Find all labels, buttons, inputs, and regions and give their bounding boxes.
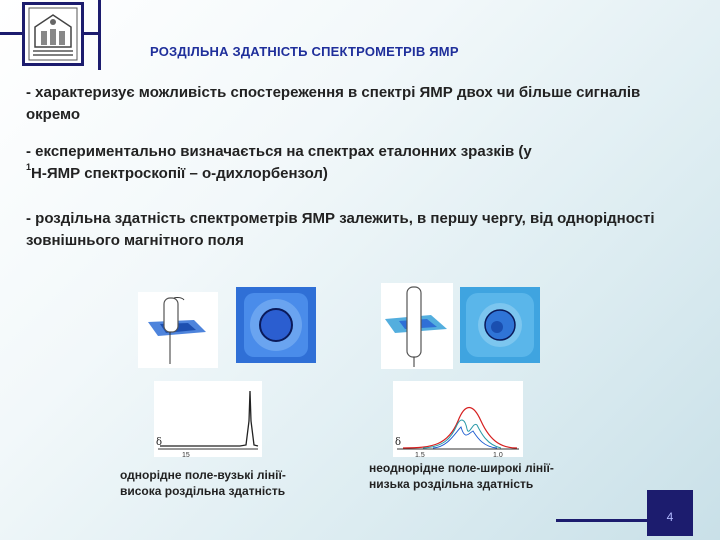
frame-line-bottom (556, 519, 647, 522)
inhomogeneous-field-tube-diagram (381, 283, 453, 369)
logo-emblem-icon (25, 5, 81, 63)
frame-line-top-mid (84, 32, 98, 35)
right-tick-label-b: 1.0 (493, 452, 503, 457)
paragraph2-pre: - експериментально визначається на спектрах еталонних зразків (у (26, 143, 532, 160)
caption-inhomogeneous-field: неоднорідне поле-широкі лінії-низька роздільна здатність (369, 461, 554, 491)
inhomogeneous-field-map (460, 287, 540, 363)
slide-title: РОЗДІЛЬНА ЗДАТНІСТЬ СПЕКТРОМЕТРІВ ЯМР (150, 44, 459, 59)
isotope-superscript: 1 (26, 162, 32, 172)
homogeneous-field-tube-diagram (138, 292, 218, 368)
university-logo (22, 2, 84, 66)
narrow-line-spectrum (154, 381, 262, 457)
paragraph-definition: - характеризує можливість спостереження в спектрі ЯМР двох чи більше сигналів окремо (26, 84, 641, 123)
right-tick-label-a: 1.5 (415, 452, 425, 457)
caption-homogeneous-field: однорідне поле-вузькі лінії-висока роздільна здатність (120, 468, 286, 498)
homogeneous-field-map (236, 287, 316, 363)
frame-line-vertical (98, 0, 101, 70)
paragraph-reference-samples (26, 141, 666, 185)
right-delta-symbol: δ (395, 437, 402, 448)
frame-line-top-left (0, 32, 22, 35)
paragraph-field-homogeneity: - роздільна здатність спектрометрів ЯМР залежить, в першу чергу, від однорідності зовнішнього магнітного поля (26, 210, 655, 249)
left-tick-label: 15 (182, 452, 190, 457)
page-number: 4 (666, 510, 674, 524)
left-delta-symbol: δ (156, 437, 163, 448)
broad-line-spectrum (393, 381, 523, 457)
paragraph2-post: Н-ЯМР спектроскопії – о-дихлорбензол) (31, 165, 328, 182)
